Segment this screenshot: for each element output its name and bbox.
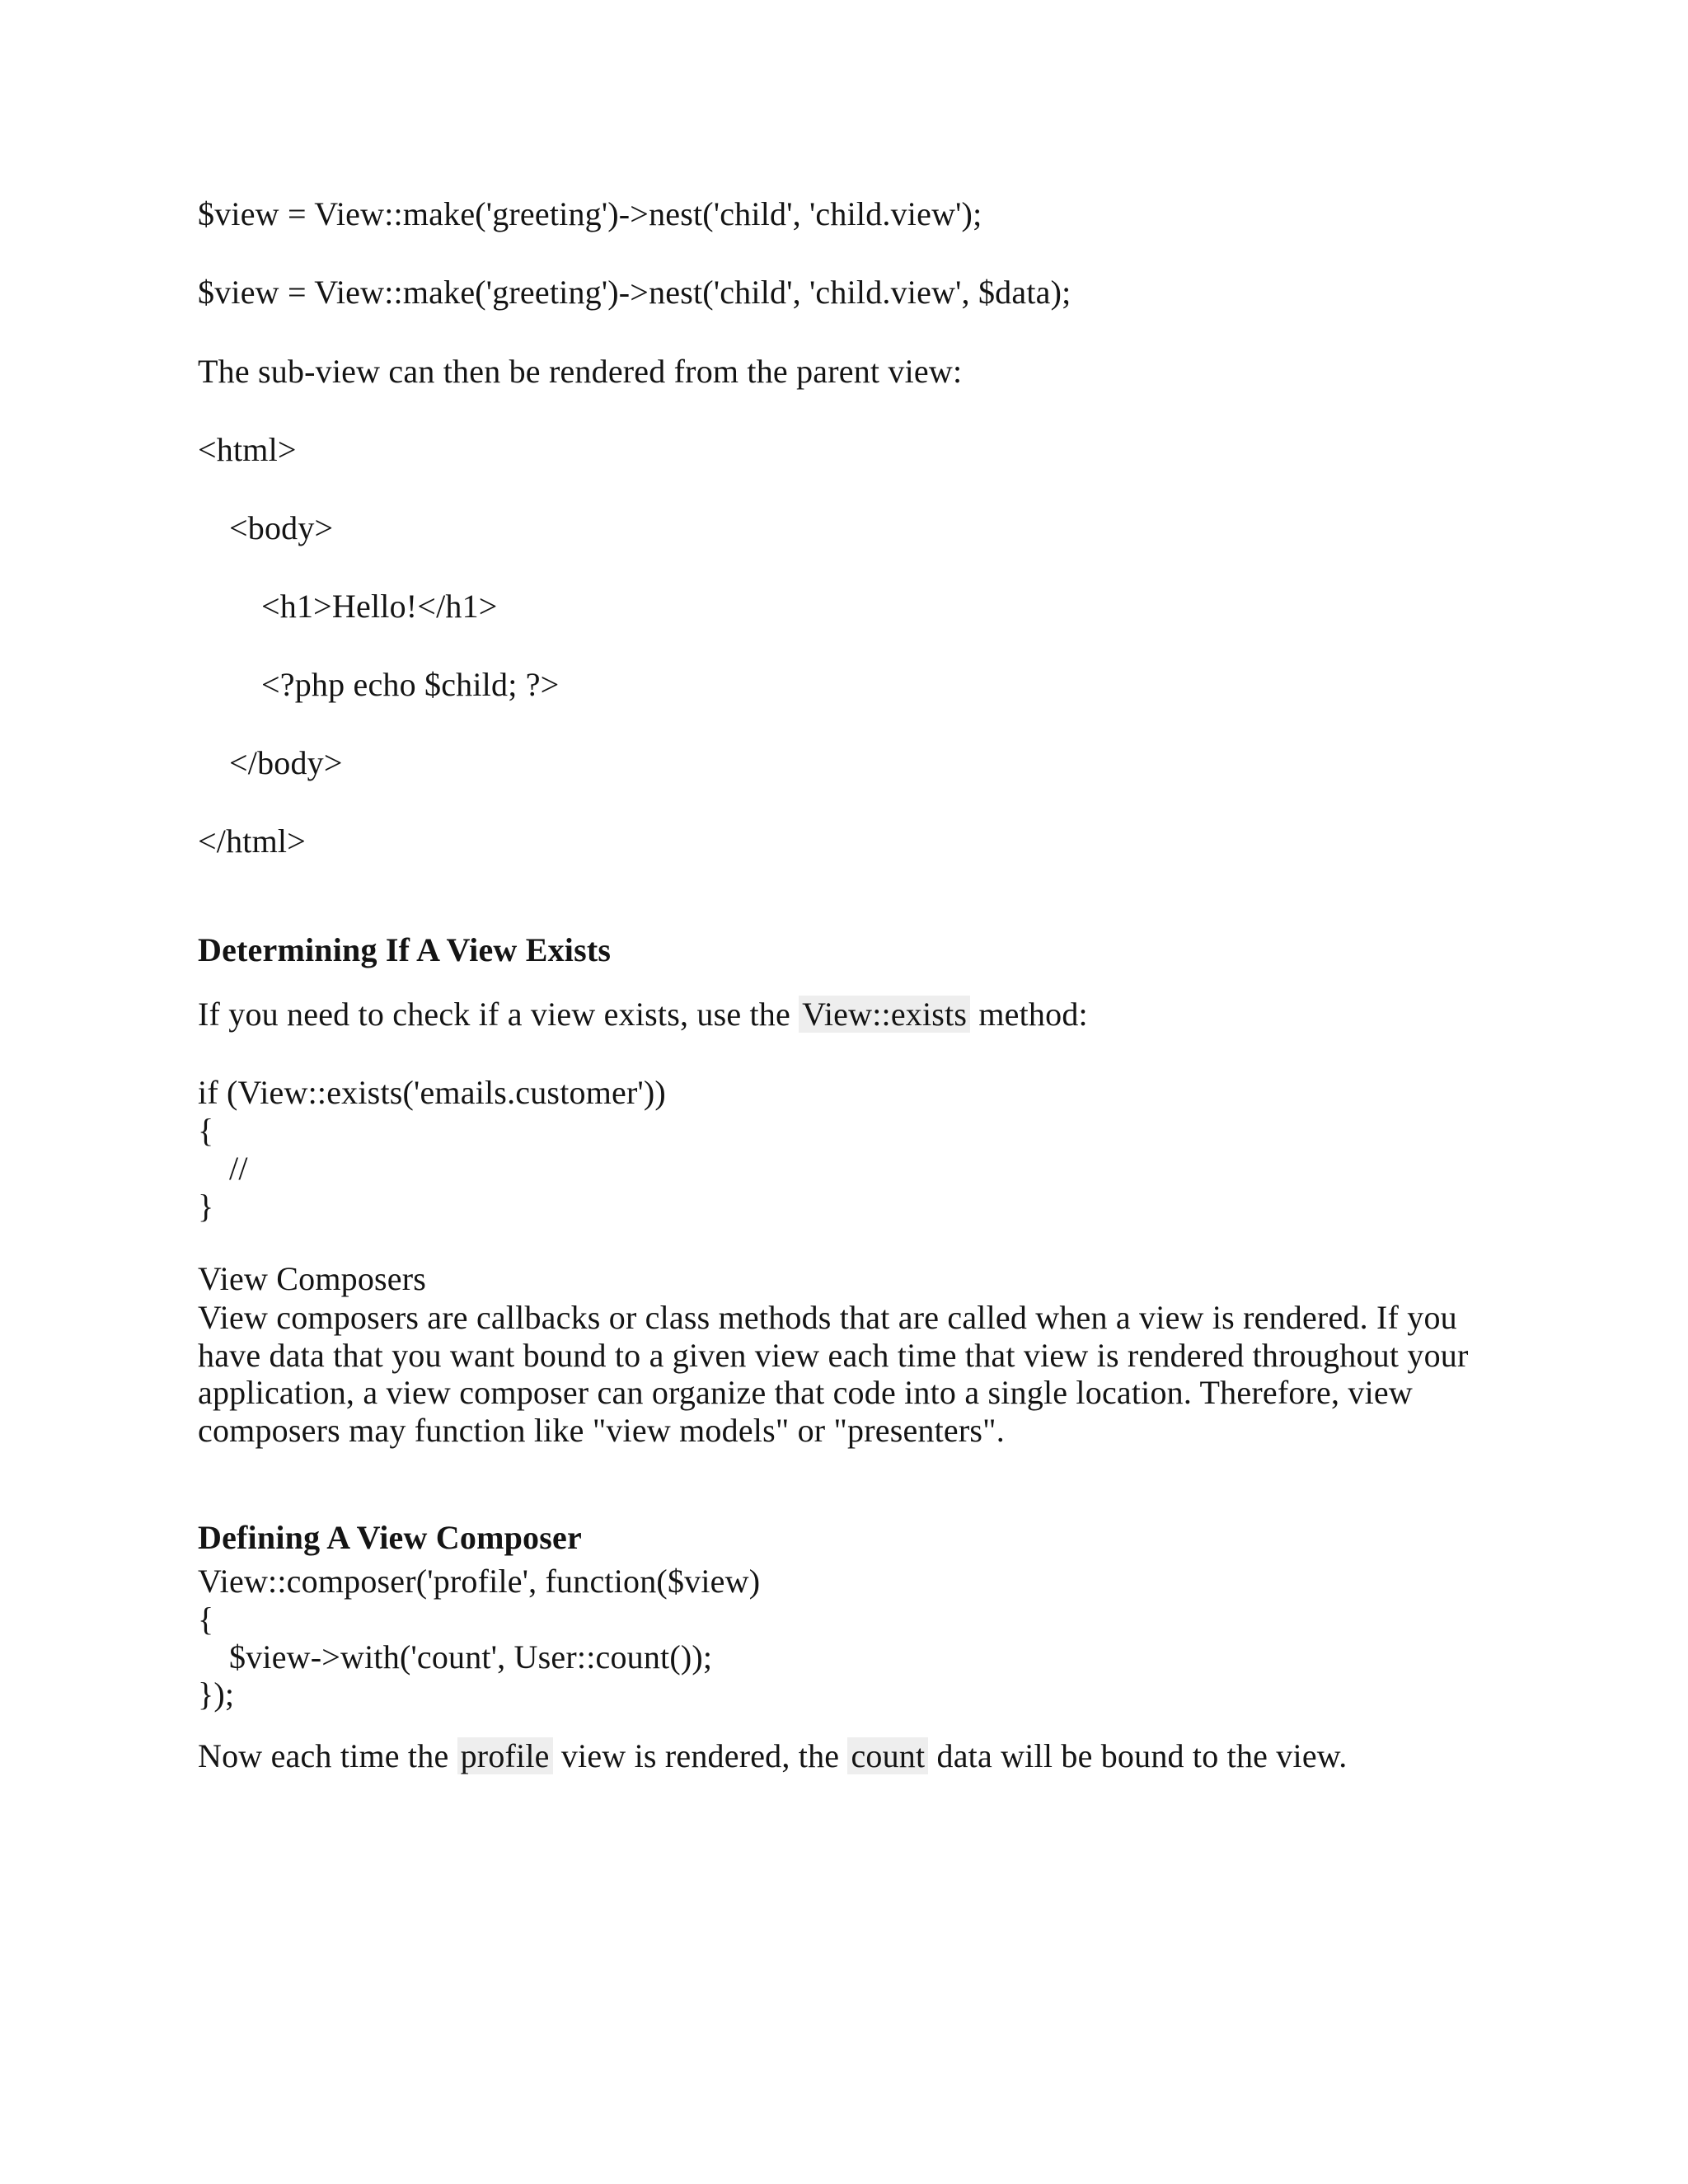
code-html-line-4: <?php echo $child; ?> bbox=[261, 666, 560, 703]
sentence-part-3: data will be bound to the view. bbox=[928, 1737, 1348, 1774]
code-exists-line-3: // bbox=[229, 1150, 248, 1187]
code-html-line-1: <html> bbox=[198, 431, 297, 468]
count-code-term: count bbox=[847, 1737, 928, 1774]
code-html-line-2: <body> bbox=[229, 509, 334, 546]
view-exists-paragraph bbox=[198, 994, 1088, 1035]
code-html-line-6: </html> bbox=[198, 823, 306, 860]
view-composers-title: View Composers bbox=[198, 1260, 427, 1297]
view-exists-code-term: View::exists bbox=[799, 996, 970, 1033]
profile-code-term: profile bbox=[457, 1737, 553, 1774]
composers-paragraph-line-4: composers may function like "view models" or "presenters". bbox=[198, 1412, 1005, 1449]
composers-paragraph-line-3: application, a view composer can organize that code into a single location. Therefore, view bbox=[198, 1374, 1413, 1411]
code-exists-line-4: } bbox=[198, 1188, 214, 1225]
code-nest-line-1: $view = View::make('greeting')->nest('child', 'child.view'); bbox=[198, 195, 982, 232]
code-exists-line-1: if (View::exists('emails.customer')) bbox=[198, 1074, 666, 1111]
code-exists-line-2: { bbox=[198, 1112, 214, 1149]
subview-intro-text: The sub-view can then be rendered from the parent view: bbox=[198, 353, 963, 390]
heading-defining-composer: Defining A View Composer bbox=[198, 1519, 582, 1556]
composer-bound-sentence bbox=[198, 1736, 1347, 1777]
sentence-part-2: view is rendered, the bbox=[552, 1737, 848, 1774]
code-html-line-3: <h1>Hello!</h1> bbox=[261, 588, 498, 625]
code-composer-line-2: { bbox=[198, 1601, 214, 1638]
view-exists-text-before: If you need to check if a view exists, use the bbox=[198, 996, 799, 1033]
composers-paragraph-line-1: View composers are callbacks or class methods that are called when a view is rendered. If you bbox=[198, 1299, 1457, 1336]
composers-paragraph-line-2: have data that you want bound to a given view each time that view is rendered throughout your bbox=[198, 1337, 1469, 1374]
code-composer-line-3: $view->with('count', User::count()); bbox=[229, 1638, 713, 1675]
code-nest-line-2: $view = View::make('greeting')->nest('child', 'child.view', $data); bbox=[198, 274, 1071, 311]
sentence-part-1: Now each time the bbox=[198, 1737, 457, 1774]
heading-view-exists: Determining If A View Exists bbox=[198, 931, 612, 968]
code-html-line-5: </body> bbox=[229, 744, 343, 781]
code-composer-line-4: }); bbox=[198, 1675, 235, 1713]
code-composer-line-1: View::composer('profile', function($view) bbox=[198, 1563, 761, 1600]
view-exists-text-after: method: bbox=[970, 996, 1088, 1033]
